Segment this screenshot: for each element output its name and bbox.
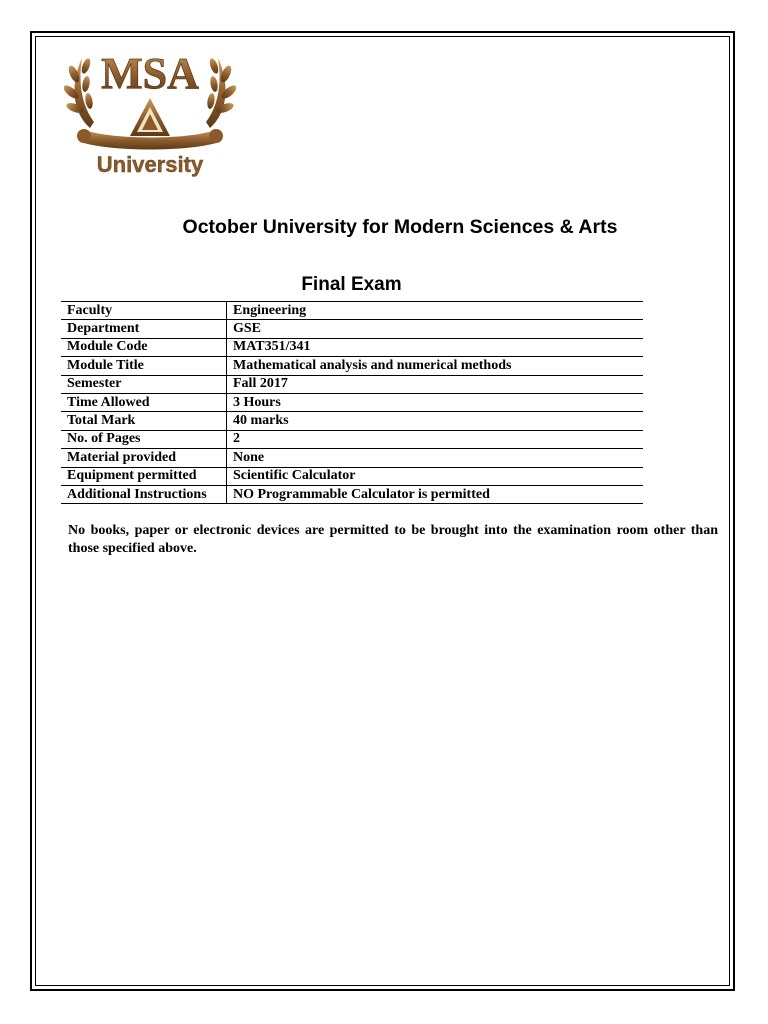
- row-value: None: [227, 449, 644, 467]
- row-value: Engineering: [227, 302, 644, 320]
- table-row: [61, 338, 643, 356]
- row-label: Equipment permitted: [61, 467, 227, 485]
- row-value: Mathematical analysis and numerical methods: [227, 357, 644, 375]
- row-label: Faculty: [61, 302, 227, 320]
- table-row: [61, 485, 643, 503]
- table-row: [61, 412, 643, 430]
- table-row: [61, 320, 643, 338]
- logo-acronym: MSA: [101, 49, 199, 98]
- table-row: [61, 302, 643, 320]
- row-value: 40 marks: [227, 412, 644, 430]
- row-label: Material provided: [61, 449, 227, 467]
- row-label: Semester: [61, 375, 227, 393]
- row-label: Total Mark: [61, 412, 227, 430]
- row-value: Fall 2017: [227, 375, 644, 393]
- row-value: GSE: [227, 320, 644, 338]
- table-row: [61, 467, 643, 485]
- row-value: MAT351/341: [227, 338, 644, 356]
- university-name: October University for Modern Sciences & Arts: [182, 216, 618, 238]
- exam-title: Final Exam: [301, 274, 402, 295]
- row-label: No. of Pages: [61, 430, 227, 448]
- table-row: [61, 449, 643, 467]
- msa-university-logo: [64, 44, 236, 180]
- row-value: Scientific Calculator: [227, 467, 644, 485]
- table-row: [61, 430, 643, 448]
- row-label: Additional Instructions: [61, 485, 227, 503]
- logo-emblem-icon: [64, 44, 236, 180]
- exam-notice: No books, paper or electronic devices are permitted to be brought into the examination room other than those specified above.: [68, 523, 718, 556]
- row-label: Module Title: [61, 357, 227, 375]
- table-row: [61, 375, 643, 393]
- row-value: 2: [227, 430, 644, 448]
- table-row: [61, 357, 643, 375]
- row-label: Department: [61, 320, 227, 338]
- table-row: [61, 393, 643, 411]
- row-label: Time Allowed: [61, 393, 227, 411]
- exam-info-table: [61, 301, 643, 504]
- row-label: Module Code: [61, 338, 227, 356]
- logo-subtitle: University: [96, 152, 204, 177]
- row-value: 3 Hours: [227, 393, 644, 411]
- row-value: NO Programmable Calculator is permitted: [227, 485, 644, 503]
